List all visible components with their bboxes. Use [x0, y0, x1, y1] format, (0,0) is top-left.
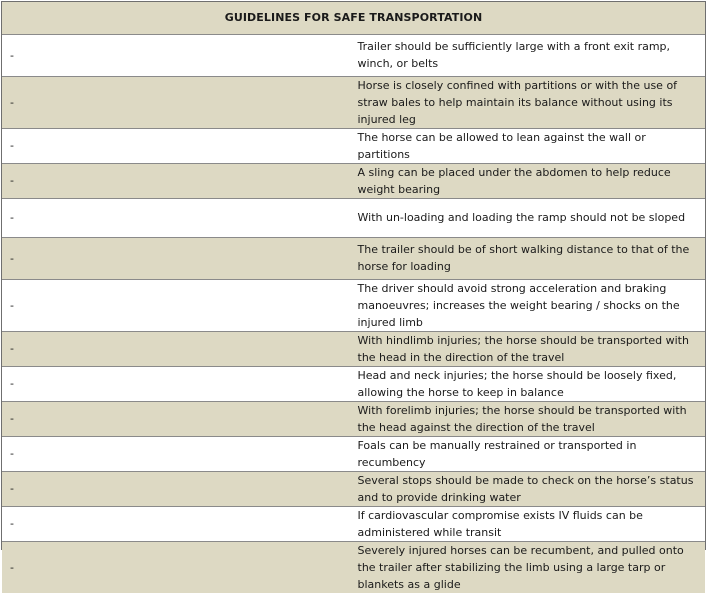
- bullet-dash: -: [2, 331, 354, 366]
- bullet-dash: -: [2, 237, 354, 279]
- table-row: [2, 436, 705, 471]
- table-row: [2, 76, 705, 128]
- guideline-text: The driver should avoid strong acceleration and braking manoeuvres; increases the weight bearing / shocks on the injured limb: [354, 279, 706, 331]
- bullet-dash: -: [2, 366, 354, 401]
- table-row: [2, 198, 705, 237]
- bullet-dash: -: [2, 198, 354, 237]
- table-row: [2, 331, 705, 366]
- bullet-dash: -: [2, 76, 354, 128]
- guideline-text: With hindlimb injuries; the horse should be transported with the head in the direction of the travel: [354, 331, 706, 366]
- bullet-dash: -: [2, 436, 354, 471]
- table-title: GUIDELINES FOR SAFE TRANSPORTATION: [2, 2, 705, 34]
- guideline-text: Severely injured horses can be recumbent, and pulled onto the trailer after stabilizing the limb using a large tarp or blankets as a glide: [357, 543, 684, 591]
- bullet-dash: -: [2, 506, 354, 541]
- guideline-text: Horse is closely confined with partitions or with the use of straw bales to help maintain its balance without using its injured leg: [354, 76, 706, 128]
- guideline-text: The trailer should be of short walking distance to that of the horse for loading: [354, 237, 706, 279]
- table-row: [2, 279, 705, 331]
- guideline-text: Head and neck injuries; the horse should be loosely fixed, allowing the horse to keep in balance: [354, 366, 706, 401]
- guideline-text: Trailer should be sufficiently large with a front exit ramp, winch, or belts: [354, 34, 706, 76]
- table-header-row: [2, 2, 705, 34]
- table-row: [2, 128, 705, 163]
- table-row: [2, 506, 705, 541]
- guideline-text: With forelimb injuries; the horse should be transported with the head against the direction of the travel: [354, 401, 706, 436]
- guidelines-table: [2, 2, 705, 593]
- bullet-dash: -: [2, 279, 354, 331]
- guideline-text: Foals can be manually restrained or transported in recumbency: [354, 436, 706, 471]
- table-row: [2, 471, 705, 506]
- table-row: [2, 163, 705, 198]
- table-row: [2, 366, 705, 401]
- table-row: [2, 34, 705, 76]
- guideline-text: The horse can be allowed to lean against the wall or partitions: [354, 128, 706, 163]
- table-row: [2, 401, 705, 436]
- bullet-dash: -: [2, 34, 354, 76]
- bullet-dash: -: [2, 128, 354, 163]
- table-row: [2, 541, 705, 593]
- guideline-text: A sling can be placed under the abdomen to help reduce weight bearing: [354, 163, 706, 198]
- bullet-dash: -: [2, 401, 354, 436]
- guideline-text: Several stops should be made to check on the horse’s status and to provide drinking water: [354, 471, 706, 506]
- guideline-text: With un-loading and loading the ramp should not be sloped: [354, 198, 706, 237]
- guideline-text: If cardiovascular compromise exists IV fluids can be administered while transit: [354, 506, 706, 541]
- table-row: [2, 237, 705, 279]
- bullet-dash: -: [2, 471, 354, 506]
- bullet-dash: -: [10, 560, 14, 574]
- guidelines-table-container: [1, 1, 706, 591]
- bullet-dash: -: [2, 163, 354, 198]
